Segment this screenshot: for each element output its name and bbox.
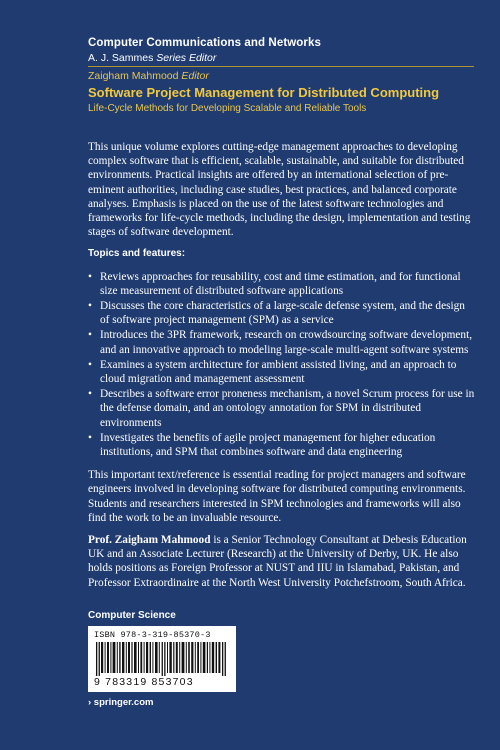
barcode-number: 9 783319 853703 [94,676,194,688]
bullet-icon: • [88,329,92,342]
intro-paragraph: This unique volume explores cutting-edge management approaches to developing complex software that is efficient, scalable, sustainable, and suitable for distributed environments. Practical insights are offered by an international selection of pre-eminent authorities, including case studies, best practices, and balanced corporate analyses. Emphasis is placed on the use of the latest software technologies and frameworks for life-cycle methods, including the design, implementation and testing stages of software development. [88,141,471,239]
barcode-bars [96,642,230,676]
book-editor-role: Editor [181,70,209,82]
closing-paragraph: This important text/reference is essential reading for project managers and software engineers involved in developing software for distributed computing environments. Students and researchers interested in SPM technologies and frameworks will also find the work to be an invaluable resource. [88,469,466,524]
feature-text: Examines a system architecture for ambient assisted living, and an approach to cloud migration and management assessment [100,358,457,386]
feature-text: Discusses the core characteristics of a large-scale defense system, and the design of software project management (SPM) as a service [100,300,465,327]
book-editor [88,70,209,82]
author-bio-text: is a Senior Technology Consultant at Debesis Education UK and an Associate Lecturer (Research) at the University of Derby, UK. He also holds positions as Foreign Professor at NUST and IIU in Islamabad, Pakistan, and Professor Extraordinaire at the North West University Potchefstroom, South Africa. [88,534,467,589]
series-editor [88,52,216,64]
bullet-icon: • [88,431,92,444]
author-name: Prof. Zaigham Mahmood [88,534,211,547]
feature-text: Describes a software error proneness mechanism, a novel Scrum process for use in the defense domain, and an ontology annotation for SPM in distributed environments [100,388,475,429]
book-subtitle: Life-Cycle Methods for Developing Scalable and Reliable Tools [88,103,367,114]
publisher-website-link[interactable]: › springer.com [88,697,154,708]
feature-text: Reviews approaches for reusability, cost and time estimation, and for functional size measurement of distributed software applications [100,270,461,297]
feature-item [88,328,476,356]
book-editor-name: Zaigham Mahmood [88,70,179,82]
feature-text: Investigates the benefits of agile project management for higher education institutions, and SPM that combines software and data engineering [100,431,436,459]
subject-category: Computer Science [88,610,176,621]
description-body [88,140,476,590]
bullet-icon: • [88,270,92,283]
feature-item [88,387,476,430]
feature-item [88,299,476,327]
feature-item [88,358,476,386]
feature-text: Introduces the 3PR framework, research on crowdsourcing software development, and an innovative approach to modeling large-scale multi-agent software systems [100,329,473,356]
divider-rule [88,66,474,67]
bullet-icon: • [88,300,92,313]
isbn-label: ISBN 978-3-319-85370-3 [94,630,211,640]
feature-item [88,431,476,459]
topics-heading: Topics and features: [88,248,186,260]
series-editor-name: A. J. Sammes [88,52,154,64]
bullet-icon: • [88,388,92,401]
series-editor-role: Series Editor [156,52,217,64]
author-bio [88,533,476,590]
feature-item [88,270,476,298]
series-title: Computer Communications and Networks [88,37,321,49]
bullet-icon: • [88,358,92,371]
features-list [88,270,476,460]
barcode [88,626,236,692]
book-title: Software Project Management for Distributed Computing [88,85,440,100]
